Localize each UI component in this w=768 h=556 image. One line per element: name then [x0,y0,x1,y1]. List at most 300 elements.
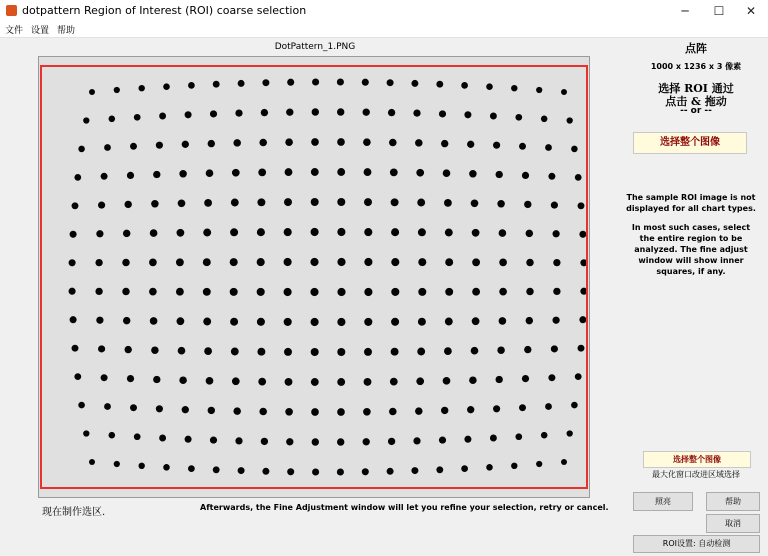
pattern-dot [150,317,158,325]
menu-file[interactable]: 文件 [5,26,24,36]
pattern-dot [363,109,370,116]
matlab-icon [6,5,17,16]
pattern-dot [337,288,345,296]
pattern-dot [522,172,529,179]
pattern-dot [134,114,141,121]
pattern-dot [337,438,344,445]
pattern-dot [390,169,398,177]
pattern-dot [74,373,81,380]
pattern-dot [156,405,163,412]
pattern-dot [208,407,215,414]
pattern-dot [515,433,522,440]
pattern-dot [391,318,399,326]
pattern-dot [391,258,399,266]
pattern-dot [418,228,426,236]
pattern-dot [541,432,548,439]
status-text: 现在制作选区. [42,507,106,518]
pattern-dot [496,376,503,383]
pattern-dot [284,318,292,326]
pattern-dot [163,83,170,90]
pattern-dot [522,375,529,382]
pattern-dot [89,89,95,95]
pattern-dot [337,78,344,85]
pattern-dot [337,168,345,176]
pattern-dot [312,438,319,445]
pattern-dot [109,432,116,439]
pattern-dot [445,229,453,237]
pattern-dot [96,230,103,237]
highlight-button[interactable]: 照亮 [633,492,693,511]
pattern-dot [579,316,586,323]
pattern-dot [436,81,443,88]
pattern-dot [179,376,187,384]
pattern-dot [311,318,319,326]
pattern-dot [311,408,319,416]
pattern-dot [486,83,493,90]
pattern-dot [524,346,531,353]
pattern-dot [443,377,451,385]
pattern-dot [362,79,369,86]
pattern-dot [185,436,192,443]
instruction-text: Afterwards, the Fine Adjustment window will let you refine your selection, retry or cancel. [200,503,609,512]
pattern-dot [511,85,517,91]
pattern-dot [461,82,468,89]
pattern-dot [486,464,493,471]
pattern-dot [526,230,533,237]
pattern-dot [127,172,134,179]
pattern-dot [445,288,453,296]
pattern-dot [417,199,425,207]
pattern-dot [69,288,76,295]
pattern-dot [496,171,503,178]
pattern-dot [176,288,184,296]
pattern-dot [490,435,497,442]
pattern-dot [493,405,500,412]
pattern-dot [185,111,192,118]
pattern-dot [526,259,534,267]
pattern-dot [95,288,102,295]
pattern-dot [127,375,134,382]
pattern-dot [524,201,531,208]
pattern-dot [441,140,448,147]
pattern-dot [238,80,245,87]
pattern-dot [150,229,158,237]
pattern-dot [203,288,211,296]
pattern-dot [213,81,220,88]
pattern-dot [287,79,294,86]
pattern-dot [257,258,265,266]
pattern-dot [188,82,195,89]
pattern-dot [182,406,189,413]
pattern-dot [551,202,558,209]
pattern-dot [122,288,130,296]
pattern-dot [389,408,397,416]
pattern-dot [151,200,159,208]
pattern-dot [545,403,552,410]
pattern-dot [578,345,585,352]
pattern-dot [499,259,507,267]
pattern-dot [337,108,344,115]
pattern-dot [95,259,102,266]
pattern-dot [235,437,242,444]
pattern-dot [472,258,480,266]
pattern-dot [363,138,371,146]
pattern-dot [391,198,399,206]
pattern-dot [178,199,186,207]
pattern-dot [471,347,479,355]
pattern-dot [284,198,292,206]
pattern-dot [114,87,120,93]
pattern-dot [235,109,242,116]
pattern-dot [284,228,292,236]
pattern-dot [526,288,534,296]
pattern-dot [153,171,160,178]
pattern-dot [138,463,144,469]
pattern-dot [156,142,163,149]
pattern-dot [311,138,319,146]
pattern-dot [285,408,293,416]
pattern-dot [261,109,268,116]
pattern-dot [552,230,559,237]
pattern-dot [363,438,370,445]
title-bar [0,0,768,22]
pattern-dot [149,288,157,296]
pattern-dot [390,378,398,386]
maximize-button[interactable]: ☐ [713,4,725,18]
pattern-dot [471,199,479,207]
pattern-dot [551,345,558,352]
entire-region-note: In most such cases, select the entire region to be analyzed. The fine adjust window will show inner squares, if any. [631,223,751,276]
pattern-dot [545,144,552,151]
maximize-hint: 最大化窗口改进区域选择 [652,470,740,479]
pattern-dot [203,318,211,326]
pattern-dot [415,139,423,147]
pattern-dot [238,467,245,474]
pattern-dot [364,228,372,236]
pattern-dot [311,378,319,386]
pattern-dot [204,347,212,355]
pattern-dot [312,78,319,85]
pattern-dot [391,348,399,356]
pattern-dot [98,345,105,352]
pattern-dot [445,258,453,266]
pattern-dot [258,378,266,386]
pattern-dot [188,465,195,472]
pattern-dot [413,109,420,116]
pattern-dot [519,404,526,411]
pattern-dot [515,114,522,121]
pattern-dot [204,199,212,207]
help-button[interactable]: 帮助 [706,492,760,511]
pattern-dot [138,85,144,91]
pattern-dot [285,168,293,176]
pattern-dot [257,288,265,296]
roi-note: The sample ROI image is not displayed for all chart types. [626,193,756,213]
pattern-dot [439,110,446,117]
pattern-dot [561,89,567,95]
cancel-button[interactable]: 取消 [706,514,760,533]
pattern-dot [337,138,345,146]
pattern-dot [284,288,292,296]
pattern-dot [388,109,395,116]
pattern-dot [497,346,505,354]
pattern-dot [461,465,468,472]
pattern-dot [259,408,267,416]
pattern-dot [262,468,269,475]
pattern-dot [311,228,319,236]
pattern-dot [78,402,85,409]
pattern-dot [467,141,474,148]
pattern-dot [337,378,345,386]
pattern-dot [104,403,111,410]
pattern-dot [123,317,130,324]
pattern-dot [109,116,116,123]
pattern-dot [153,376,160,383]
pattern-dot [364,168,372,176]
pattern-dot [70,316,77,323]
select-entire-image-button[interactable]: 选择整个图像 [633,132,747,154]
pattern-dot [469,376,477,384]
pattern-dot [312,108,319,115]
pattern-dot [78,146,85,153]
pattern-dot [70,231,77,238]
pattern-dot [575,373,582,380]
pattern-dot [230,258,238,266]
pattern-dot [261,438,268,445]
menu-settings[interactable]: 设置 [31,26,50,36]
pattern-dot [362,468,369,475]
pattern-dot [391,228,399,236]
pattern-dot [387,79,394,86]
pattern-dot [284,348,292,356]
pattern-dot [444,347,452,355]
pattern-dot [114,461,120,467]
pattern-dot [213,466,220,473]
pattern-dot [284,258,292,266]
pattern-dot [417,348,425,356]
pattern-dot [519,143,526,150]
pattern-dot [337,408,345,416]
pattern-dot [72,202,79,209]
pattern-dot [312,468,319,475]
pattern-dot [548,173,555,180]
pattern-dot [337,468,344,475]
pattern-dot [536,461,542,467]
pattern-dot [387,468,394,475]
pattern-dot [490,113,497,120]
pattern-dot [493,142,500,149]
pattern-dot [499,288,507,296]
pattern-dot [337,228,345,236]
pattern-dot [83,430,89,436]
pattern-dot [163,464,170,471]
select-roi-instruction: 选择 ROI 通过 [658,82,734,95]
pattern-dot [286,438,293,445]
pattern-dot [311,168,319,176]
pattern-dot [285,378,293,386]
pattern-dot [418,258,426,266]
pattern-dot [134,433,141,440]
pattern-dot [96,317,103,324]
pattern-dot [364,258,372,266]
pattern-dot [257,348,265,356]
pattern-dot [464,111,471,118]
pattern-dot [418,288,426,296]
pattern-dot [101,374,108,381]
pattern-dot [310,288,318,296]
figure-title: DotPattern_1.PNG [274,42,356,52]
pattern-dot [125,201,132,208]
pattern-dot [230,288,238,296]
pattern-dot [561,459,567,465]
pattern-dot [258,169,266,177]
pattern-dot [364,348,372,356]
pattern-dot [89,459,95,465]
pattern-dot [436,466,443,473]
pattern-dot [206,377,214,385]
pattern-dot [179,170,187,178]
pattern-dot [553,259,560,266]
pattern-dot [125,346,132,353]
pattern-dot [363,408,371,416]
pattern-dot [364,378,372,386]
pattern-dot [418,318,426,326]
pattern-dot [548,374,555,381]
pattern-dot [337,318,345,326]
pattern-dot [262,79,269,86]
pattern-dot [575,174,582,181]
pattern-dot [391,288,399,296]
pattern-dot [230,228,238,236]
pattern-dot [541,116,548,123]
pattern-dot [231,348,239,356]
pattern-dot [472,229,480,237]
pattern-dot [567,430,573,436]
pattern-dot [176,258,184,266]
pattern-dot [552,317,559,324]
pattern-dot [444,199,452,207]
pattern-dot [337,348,345,356]
close-button[interactable]: ✕ [745,4,757,18]
window-title: dotpattern Region of Interest (ROI) coarse selection [22,4,307,17]
pattern-dot [230,318,238,326]
pattern-dot [232,377,240,385]
pattern-dot [310,258,318,266]
pattern-dot [472,317,480,325]
menu-help[interactable]: 帮助 [57,26,76,36]
pattern-dot [413,437,420,444]
click-drag-instruction: 点击 & 拖动 [665,95,727,108]
roi-settings-button[interactable]: ROI设置: 自动检测 [633,535,760,553]
pattern-dot [259,139,267,147]
pattern-dot [441,407,448,414]
pattern-dot [231,199,239,207]
pattern-dot [210,110,217,117]
pattern-dot [257,198,265,206]
image-axes[interactable] [38,56,590,498]
pattern-dot [98,202,105,209]
dot-pattern-image[interactable] [39,57,589,497]
pattern-dot [469,170,477,178]
pattern-dot [203,229,211,237]
pattern-dot [285,138,293,146]
pattern-dot [571,146,578,153]
pattern-dot [337,258,345,266]
pattern-dot [467,406,474,413]
pattern-dot [83,117,89,123]
pattern-dot [464,436,471,443]
pattern-dot [439,437,446,444]
pattern-dot [130,404,137,411]
pattern-dot [257,228,265,236]
pattern-dot [257,318,265,326]
pattern-dot [472,288,480,296]
pattern-dot [389,139,397,147]
pattern-dot [445,318,453,326]
pattern-dot [578,202,585,209]
pattern-dot [101,173,108,180]
pattern-dot [178,347,186,355]
minimize-button[interactable]: ─ [681,4,689,18]
chart-type-label: 点阵 [685,42,707,55]
pattern-dot [233,407,241,415]
pattern-dot [443,169,451,177]
pattern-dot [388,438,395,445]
pattern-dot [130,143,137,150]
pattern-dot [182,141,189,148]
menu-bar [0,22,768,38]
pattern-dot [123,230,130,237]
pattern-dot [159,435,166,442]
pattern-dot [208,140,215,147]
pattern-dot [210,437,217,444]
pattern-dot [411,467,418,474]
pattern-dot [122,259,130,267]
pattern-dot [69,259,76,266]
pattern-dot [149,259,157,267]
pattern-dot [553,288,560,295]
pattern-dot [72,345,79,352]
pattern-dot [499,229,507,237]
pattern-dot [74,174,81,181]
pattern-dot [415,407,423,415]
roi-selection-rectangle [41,66,587,488]
pattern-dot [286,109,293,116]
pattern-dot [497,200,505,208]
pattern-dot [232,169,240,177]
pattern-dot [499,317,507,325]
pattern-dot [159,113,166,120]
pattern-dot [151,346,159,354]
select-entire-image-button-small[interactable]: 选择整个图像 [643,451,751,468]
pattern-dot [287,468,294,475]
pattern-dot [364,288,372,296]
or-separator: -- or -- [680,106,712,116]
pattern-dot [177,229,185,237]
image-size-label: 1000 x 1236 x 3 像素 [650,62,742,71]
pattern-dot [511,463,517,469]
pattern-dot [416,169,424,177]
pattern-dot [177,317,185,325]
pattern-dot [337,198,345,206]
pattern-dot [567,117,573,123]
pattern-dot [536,87,542,93]
pattern-dot [311,348,319,356]
pattern-dot [571,402,578,409]
pattern-dot [364,198,372,206]
pattern-dot [416,377,424,385]
pattern-dot [203,258,211,266]
